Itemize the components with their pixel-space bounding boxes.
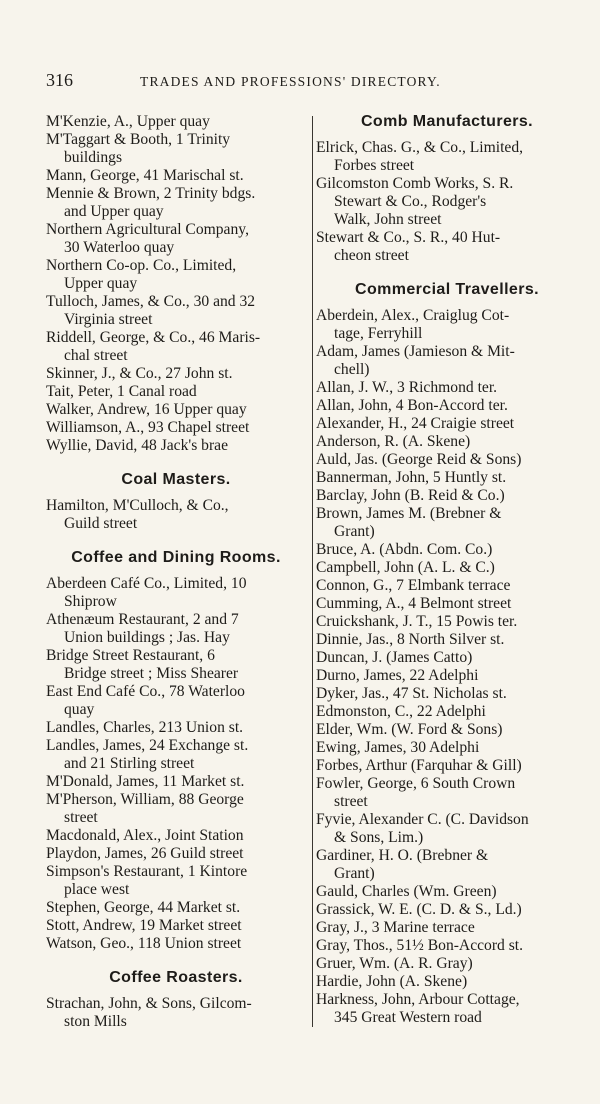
entry-continuation-line: and 21 Stirling street [64, 755, 195, 772]
directory-entry [316, 955, 578, 973]
entry-continuation-line: Grant) [334, 865, 375, 882]
entry-name-line: Dyker, Jas., 47 St. Nicholas st. [316, 685, 507, 702]
entry-name-line: Tait, Peter, 1 Canal road [46, 383, 197, 400]
directory-entry [316, 901, 578, 919]
section-heading: Comb Manufacturers. [360, 113, 534, 130]
entry-name-line: Northern Agricultural Company, [46, 221, 249, 238]
right-sections [316, 113, 578, 1027]
entry-name-line: Harkness, John, Arbour Cottage, [316, 991, 520, 1008]
entry-name-line: Gilcomston Comb Works, S. R. [316, 175, 514, 192]
section-gap [46, 953, 306, 969]
directory-entry [46, 575, 306, 611]
directory-entry [46, 995, 306, 1031]
entry-name-line: Edmonston, C., 22 Adelphi [316, 703, 486, 720]
directory-entry [316, 229, 578, 265]
entry-name-line: Fyvie, Alexander C. (C. Davidson [316, 811, 529, 828]
directory-entry [46, 845, 306, 863]
entry-continuation-line: Walk, John street [334, 211, 442, 228]
entry-name-line: Brown, James M. (Brebner & [316, 505, 502, 522]
entry-name-line: Bannerman, John, 5 Huntly st. [316, 469, 507, 486]
directory-entry [46, 185, 306, 221]
entry-name-line: Tulloch, James, & Co., 30 and 32 [46, 293, 256, 310]
entry-name-line: Elder, Wm. (W. Ford & Sons) [316, 721, 503, 738]
entry-name-line: Cruickshank, J. T., 15 Powis ter. [316, 613, 518, 630]
directory-entry [316, 451, 578, 469]
entry-continuation-line: Stewart & Co., Rodger's [334, 193, 487, 210]
entry-name-line: Williamson, A., 93 Chapel street [46, 419, 250, 436]
directory-entry [316, 577, 578, 595]
directory-entry [46, 647, 306, 683]
entry-name-line: Bruce, A. (Abdn. Com. Co.) [316, 541, 493, 558]
directory-entry [316, 415, 578, 433]
directory-entry [46, 221, 306, 257]
directory-entry [316, 649, 578, 667]
entry-name-line: Ewing, James, 30 Adelphi [316, 739, 480, 756]
entry-name-line: East End Café Co., 78 Waterloo [46, 683, 245, 700]
directory-entry [316, 613, 578, 631]
entry-continuation-line: and Upper quay [64, 203, 164, 220]
entry-continuation-line: chal street [64, 347, 128, 364]
entry-continuation-line: Virginia street [64, 311, 153, 328]
entry-name-line: M'Taggart & Booth, 1 Trinity [46, 131, 231, 148]
entry-continuation-line: Grant) [334, 523, 375, 540]
entry-name-line: M'Kenzie, A., Upper quay [46, 113, 210, 130]
directory-entry [46, 935, 306, 953]
entry-name-line: Auld, Jas. (George Reid & Sons) [316, 451, 522, 468]
entry-continuation-line: ston Mills [64, 1013, 127, 1030]
directory-entry [316, 937, 578, 955]
entry-name-line: Playdon, James, 26 Guild street [46, 845, 244, 862]
entry-continuation-line: place west [64, 881, 130, 898]
directory-entry [316, 775, 578, 811]
entry-name-line: Duncan, J. (James Catto) [316, 649, 473, 666]
entry-continuation-line: street [64, 809, 98, 826]
entry-continuation-line: street [334, 793, 368, 810]
entry-continuation-line: Bridge street ; Miss Shearer [64, 665, 239, 682]
entry-name-line: Hardie, John (A. Skene) [316, 973, 468, 990]
entry-name-line: Riddell, George, & Co., 46 Maris- [46, 329, 261, 346]
directory-entry [46, 899, 306, 917]
entry-name-line: Bridge Street Restaurant, 6 [46, 647, 215, 664]
entry-name-line: Forbes, Arthur (Farquhar & Gill) [316, 757, 522, 774]
directory-entry [316, 685, 578, 703]
entry-name-line: Stewart & Co., S. R., 40 Hut- [316, 229, 501, 246]
entry-name-line: Barclay, John (B. Reid & Co.) [316, 487, 505, 504]
section-gap [46, 455, 306, 471]
entry-continuation-line: Upper quay [64, 275, 138, 292]
entry-name-line: Anderson, R. (A. Skene) [316, 433, 471, 450]
entry-continuation-line: cheon street [334, 247, 409, 264]
directory-entry [46, 167, 306, 185]
entry-name-line: Gray, Thos., 51½ Bon-Accord st. [316, 937, 524, 954]
directory-entry [316, 721, 578, 739]
directory-entry [316, 559, 578, 577]
entry-continuation-line: 345 Great Western road [334, 1009, 482, 1026]
entry-name-line: Walker, Andrew, 16 Upper quay [46, 401, 247, 418]
directory-entry [316, 469, 578, 487]
section-gap [316, 299, 578, 307]
directory-entry [46, 497, 306, 533]
directory-entry [46, 329, 306, 365]
directory-entry [46, 917, 306, 935]
directory-entry [46, 401, 306, 419]
entry-name-line: Aberdeen Café Co., Limited, 10 [46, 575, 247, 592]
entry-name-line: Allan, J. W., 3 Richmond ter. [316, 379, 498, 396]
directory-entry [316, 757, 578, 775]
directory-entry [46, 419, 306, 437]
entry-name-line: Hamilton, M'Culloch, & Co., [46, 497, 229, 514]
directory-entry [316, 847, 578, 883]
entry-name-line: Watson, Geo., 118 Union street [46, 935, 242, 952]
directory-entry [316, 433, 578, 451]
directory-entry [46, 863, 306, 899]
section-gap [316, 265, 578, 281]
section-heading: Coffee Roasters. [109, 969, 243, 986]
directory-entry [316, 595, 578, 613]
entry-name-line: Aberdein, Alex., Craiglug Cot- [316, 307, 510, 324]
entry-name-line: Northern Co-op. Co., Limited, [46, 257, 237, 274]
entry-name-line: Dinnie, Jas., 8 North Silver st. [316, 631, 505, 648]
right-column [316, 113, 578, 1027]
section-gap [46, 987, 306, 995]
entry-name-line: Gray, J., 3 Marine terrace [316, 919, 475, 936]
directory-entry [316, 667, 578, 685]
section-gap [46, 533, 306, 549]
left-initial-entries [46, 113, 306, 455]
left-column [46, 113, 306, 1031]
page-header [46, 70, 556, 94]
directory-entry [46, 773, 306, 791]
entry-name-line: Athenæum Restaurant, 2 and 7 [46, 611, 239, 628]
entry-name-line: Stephen, George, 44 Market st. [46, 899, 241, 916]
entry-name-line: M'Pherson, William, 88 George [46, 791, 244, 808]
entry-name-line: Mennie & Brown, 2 Trinity bdgs. [46, 185, 256, 202]
running-title: TRADES AND PROFESSIONS' DIRECTORY. [140, 74, 441, 89]
directory-entry [46, 791, 306, 827]
entry-name-line: Durno, James, 22 Adelphi [316, 667, 479, 684]
directory-entry [316, 991, 578, 1027]
directory-entry [316, 139, 578, 175]
directory-entry [316, 973, 578, 991]
entry-continuation-line: chell) [334, 361, 370, 378]
directory-entry [316, 175, 578, 229]
section-gap [46, 489, 306, 497]
directory-entry [46, 257, 306, 293]
entry-name-line: M'Donald, James, 11 Market st. [46, 773, 245, 790]
section-heading: Coal Masters. [121, 471, 231, 488]
entry-name-line: Stott, Andrew, 19 Market street [46, 917, 242, 934]
entry-name-line: Skinner, J., & Co., 27 John st. [46, 365, 233, 382]
entry-continuation-line: 30 Waterloo quay [64, 239, 175, 256]
directory-entry [46, 737, 306, 773]
entry-name-line: Gardiner, H. O. (Brebner & [316, 847, 489, 864]
entry-name-line: Alexander, H., 24 Craigie street [316, 415, 515, 432]
directory-entry [316, 811, 578, 847]
directory-entry [316, 919, 578, 937]
directory-entry [46, 365, 306, 383]
entry-continuation-line: buildings [64, 149, 123, 166]
entry-name-line: Campbell, John (A. L. & C.) [316, 559, 495, 576]
entry-name-line: Macdonald, Alex., Joint Station [46, 827, 244, 844]
entry-name-line: Grassick, W. E. (C. D. & S., Ld.) [316, 901, 522, 918]
entry-name-line: Gauld, Charles (Wm. Green) [316, 883, 497, 900]
entry-continuation-line: Shiprow [64, 593, 117, 610]
directory-entry [46, 719, 306, 737]
section-heading: Coffee and Dining Rooms. [71, 549, 281, 566]
directory-entry [46, 113, 306, 131]
directory-entry [316, 541, 578, 559]
entry-name-line: Wyllie, David, 48 Jack's brae [46, 437, 229, 454]
entry-name-line: Gruer, Wm. (A. R. Gray) [316, 955, 473, 972]
entry-name-line: Landles, James, 24 Exchange st. [46, 737, 249, 754]
directory-entry [316, 739, 578, 757]
directory-entry [316, 487, 578, 505]
directory-entry [46, 293, 306, 329]
section-gap [46, 567, 306, 575]
entry-continuation-line: quay [64, 701, 95, 718]
left-sections [46, 455, 306, 1031]
section-gap [316, 131, 578, 139]
entry-continuation-line: Forbes street [334, 157, 415, 174]
entry-name-line: Connon, G., 7 Elmbank terrace [316, 577, 511, 594]
entry-name-line: Elrick, Chas. G., & Co., Limited, [316, 139, 524, 156]
directory-entry [316, 505, 578, 541]
column-divider [312, 116, 313, 1027]
entry-continuation-line: tage, Ferryhill [334, 325, 423, 342]
directory-entry [316, 343, 578, 379]
directory-entry [46, 611, 306, 647]
directory-entry [316, 631, 578, 649]
entry-name-line: Strachan, John, & Sons, Gilcom- [46, 995, 252, 1012]
directory-entry [316, 883, 578, 901]
directory-entry [46, 683, 306, 719]
entry-continuation-line: Guild street [64, 515, 138, 532]
directory-entry [316, 397, 578, 415]
entry-name-line: Mann, George, 41 Marischal st. [46, 167, 244, 184]
directory-entry [316, 379, 578, 397]
entry-continuation-line: Union buildings ; Jas. Hay [64, 629, 230, 646]
entry-name-line: Cumming, A., 4 Belmont street [316, 595, 512, 612]
directory-entry [46, 437, 306, 455]
directory-entry [46, 827, 306, 845]
page-number: 316 [46, 70, 73, 90]
section-heading: Commercial Travellers. [354, 281, 539, 298]
entry-name-line: Adam, James (Jamieson & Mit- [316, 343, 515, 360]
entry-name-line: Landles, Charles, 213 Union st. [46, 719, 244, 736]
entry-continuation-line: & Sons, Lim.) [334, 829, 424, 846]
directory-entry [316, 307, 578, 343]
directory-entry [316, 703, 578, 721]
directory-entry [46, 131, 306, 167]
entry-name-line: Simpson's Restaurant, 1 Kintore [46, 863, 248, 880]
directory-entry [46, 383, 306, 401]
entry-name-line: Allan, John, 4 Bon-Accord ter. [316, 397, 508, 414]
entry-name-line: Fowler, George, 6 South Crown [316, 775, 516, 792]
